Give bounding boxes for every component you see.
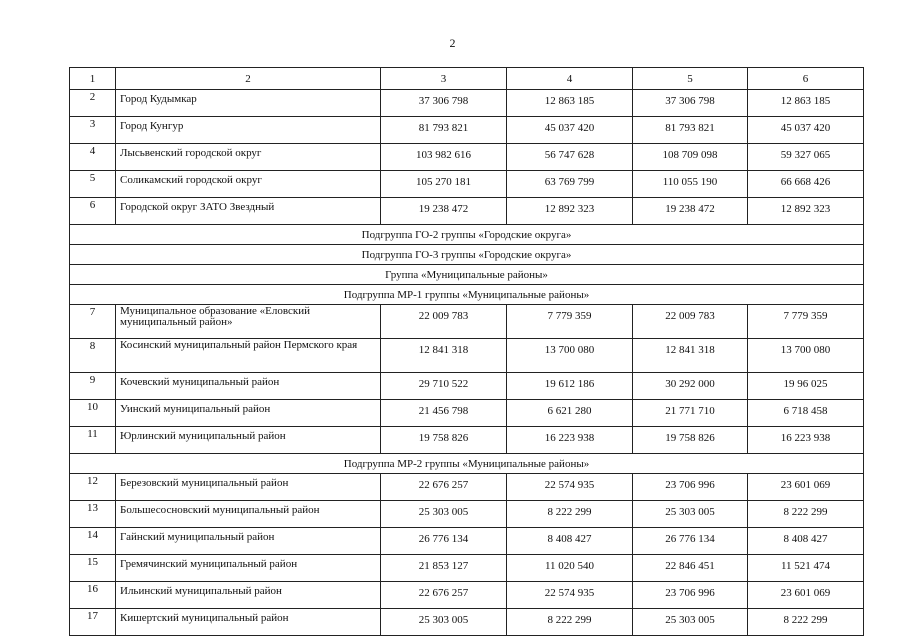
value-col-3: 37 306 798: [381, 90, 507, 117]
group-heading-row: [70, 454, 864, 474]
value-col-4: 22 574 935: [507, 474, 633, 501]
row-number: 8: [70, 339, 116, 373]
municipality-name: Лысьвенский городской округ: [116, 144, 381, 171]
table-row: [70, 373, 864, 400]
value-col-5: 37 306 798: [633, 90, 748, 117]
municipality-name: Кочевский муниципальный район: [116, 373, 381, 400]
table-body: [70, 68, 864, 636]
group-heading-row: [70, 265, 864, 285]
table-row: [70, 474, 864, 501]
municipality-name: Городской округ ЗАТО Звездный: [116, 198, 381, 225]
value-col-4: 13 700 080: [507, 339, 633, 373]
value-col-6: 11 521 474: [748, 555, 864, 582]
value-col-6: 59 327 065: [748, 144, 864, 171]
value-col-6: 12 892 323: [748, 198, 864, 225]
value-col-3: 22 676 257: [381, 582, 507, 609]
value-col-5: 21 771 710: [633, 400, 748, 427]
row-number: 9: [70, 373, 116, 400]
header-cell-5: 5: [633, 68, 748, 90]
value-col-4: 11 020 540: [507, 555, 633, 582]
value-col-6: 8 222 299: [748, 501, 864, 528]
row-number: 5: [70, 171, 116, 198]
value-col-3: 25 303 005: [381, 609, 507, 636]
table-row: [70, 144, 864, 171]
value-col-5: 22 846 451: [633, 555, 748, 582]
table-row: [70, 400, 864, 427]
header-cell-1: 1: [70, 68, 116, 90]
row-number: 15: [70, 555, 116, 582]
municipality-name: Город Кунгур: [116, 117, 381, 144]
row-number: 16: [70, 582, 116, 609]
value-col-5: 30 292 000: [633, 373, 748, 400]
row-number: 14: [70, 528, 116, 555]
table-row: [70, 555, 864, 582]
value-col-4: 22 574 935: [507, 582, 633, 609]
value-col-6: 8 408 427: [748, 528, 864, 555]
value-col-4: 16 223 938: [507, 427, 633, 454]
value-col-5: 19 238 472: [633, 198, 748, 225]
group-heading-row: [70, 225, 864, 245]
value-col-3: 81 793 821: [381, 117, 507, 144]
municipality-name: Соликамский городской округ: [116, 171, 381, 198]
header-cell-3: 3: [381, 68, 507, 90]
value-col-3: 29 710 522: [381, 373, 507, 400]
value-col-5: 110 055 190: [633, 171, 748, 198]
row-number: 11: [70, 427, 116, 454]
value-col-3: 105 270 181: [381, 171, 507, 198]
value-col-5: 22 009 783: [633, 305, 748, 339]
row-number: 10: [70, 400, 116, 427]
value-col-3: 25 303 005: [381, 501, 507, 528]
value-col-4: 8 222 299: [507, 609, 633, 636]
table-row: [70, 339, 864, 373]
row-number: 6: [70, 198, 116, 225]
value-col-6: 12 863 185: [748, 90, 864, 117]
municipality-name: Город Кудымкар: [116, 90, 381, 117]
municipality-name: Ильинский муниципальный район: [116, 582, 381, 609]
value-col-4: 12 863 185: [507, 90, 633, 117]
row-number: 4: [70, 144, 116, 171]
value-col-5: 81 793 821: [633, 117, 748, 144]
value-col-3: 22 009 783: [381, 305, 507, 339]
value-col-5: 23 706 996: [633, 582, 748, 609]
value-col-4: 8 408 427: [507, 528, 633, 555]
value-col-4: 8 222 299: [507, 501, 633, 528]
municipality-name: Гремячинский муниципальный район: [116, 555, 381, 582]
value-col-4: 56 747 628: [507, 144, 633, 171]
value-col-6: 23 601 069: [748, 582, 864, 609]
group-heading: Подгруппа ГО-2 группы «Городские округа»: [70, 225, 864, 245]
table-row: [70, 427, 864, 454]
header-cell-2: 2: [116, 68, 381, 90]
table-row: [70, 582, 864, 609]
table-row: [70, 198, 864, 225]
municipality-name: Юрлинский муниципальный район: [116, 427, 381, 454]
group-heading: Подгруппа МР-2 группы «Муниципальные районы»: [70, 454, 864, 474]
value-col-6: 45 037 420: [748, 117, 864, 144]
value-col-5: 25 303 005: [633, 609, 748, 636]
budget-table: [69, 67, 864, 636]
value-col-6: 19 96 025: [748, 373, 864, 400]
row-number: 12: [70, 474, 116, 501]
table-row: [70, 501, 864, 528]
value-col-4: 12 892 323: [507, 198, 633, 225]
header-row: [70, 68, 864, 90]
municipality-name: Березовский муниципальный район: [116, 474, 381, 501]
municipality-name: Кишертский муниципальный район: [116, 609, 381, 636]
value-col-5: 12 841 318: [633, 339, 748, 373]
row-number: 7: [70, 305, 116, 339]
municipality-name: Большесосновский муниципальный район: [116, 501, 381, 528]
value-col-4: 45 037 420: [507, 117, 633, 144]
value-col-3: 12 841 318: [381, 339, 507, 373]
value-col-4: 19 612 186: [507, 373, 633, 400]
value-col-5: 26 776 134: [633, 528, 748, 555]
value-col-6: 6 718 458: [748, 400, 864, 427]
table-row: [70, 609, 864, 636]
value-col-6: 7 779 359: [748, 305, 864, 339]
group-heading: Подгруппа ГО-3 группы «Городские округа»: [70, 245, 864, 265]
value-col-3: 19 238 472: [381, 198, 507, 225]
value-col-3: 22 676 257: [381, 474, 507, 501]
value-col-3: 26 776 134: [381, 528, 507, 555]
table-row: [70, 117, 864, 144]
value-col-6: 16 223 938: [748, 427, 864, 454]
table-row: [70, 90, 864, 117]
group-heading: Подгруппа МР-1 группы «Муниципальные районы»: [70, 285, 864, 305]
table-row: [70, 305, 864, 339]
group-heading-row: [70, 245, 864, 265]
value-col-6: 23 601 069: [748, 474, 864, 501]
value-col-3: 21 456 798: [381, 400, 507, 427]
value-col-6: 13 700 080: [748, 339, 864, 373]
row-number: 17: [70, 609, 116, 636]
value-col-4: 63 769 799: [507, 171, 633, 198]
value-col-5: 25 303 005: [633, 501, 748, 528]
municipality-name: Косинский муниципальный район Пермского края: [116, 339, 381, 373]
value-col-4: 7 779 359: [507, 305, 633, 339]
municipality-name: Уинский муниципальный район: [116, 400, 381, 427]
row-number: 3: [70, 117, 116, 144]
header-cell-4: 4: [507, 68, 633, 90]
header-cell-6: 6: [748, 68, 864, 90]
value-col-5: 23 706 996: [633, 474, 748, 501]
row-number: 2: [70, 90, 116, 117]
municipality-name: Муниципальное образование «Еловский муниципальный район»: [116, 305, 381, 339]
value-col-6: 8 222 299: [748, 609, 864, 636]
value-col-6: 66 668 426: [748, 171, 864, 198]
value-col-5: 108 709 098: [633, 144, 748, 171]
row-number: 13: [70, 501, 116, 528]
value-col-3: 103 982 616: [381, 144, 507, 171]
municipality-name: Гайнский муниципальный район: [116, 528, 381, 555]
group-heading-row: [70, 285, 864, 305]
group-heading: Группа «Муниципальные районы»: [70, 265, 864, 285]
value-col-3: 19 758 826: [381, 427, 507, 454]
page-number: 2: [449, 36, 456, 50]
table-row: [70, 171, 864, 198]
value-col-5: 19 758 826: [633, 427, 748, 454]
value-col-3: 21 853 127: [381, 555, 507, 582]
value-col-4: 6 621 280: [507, 400, 633, 427]
table-row: [70, 528, 864, 555]
